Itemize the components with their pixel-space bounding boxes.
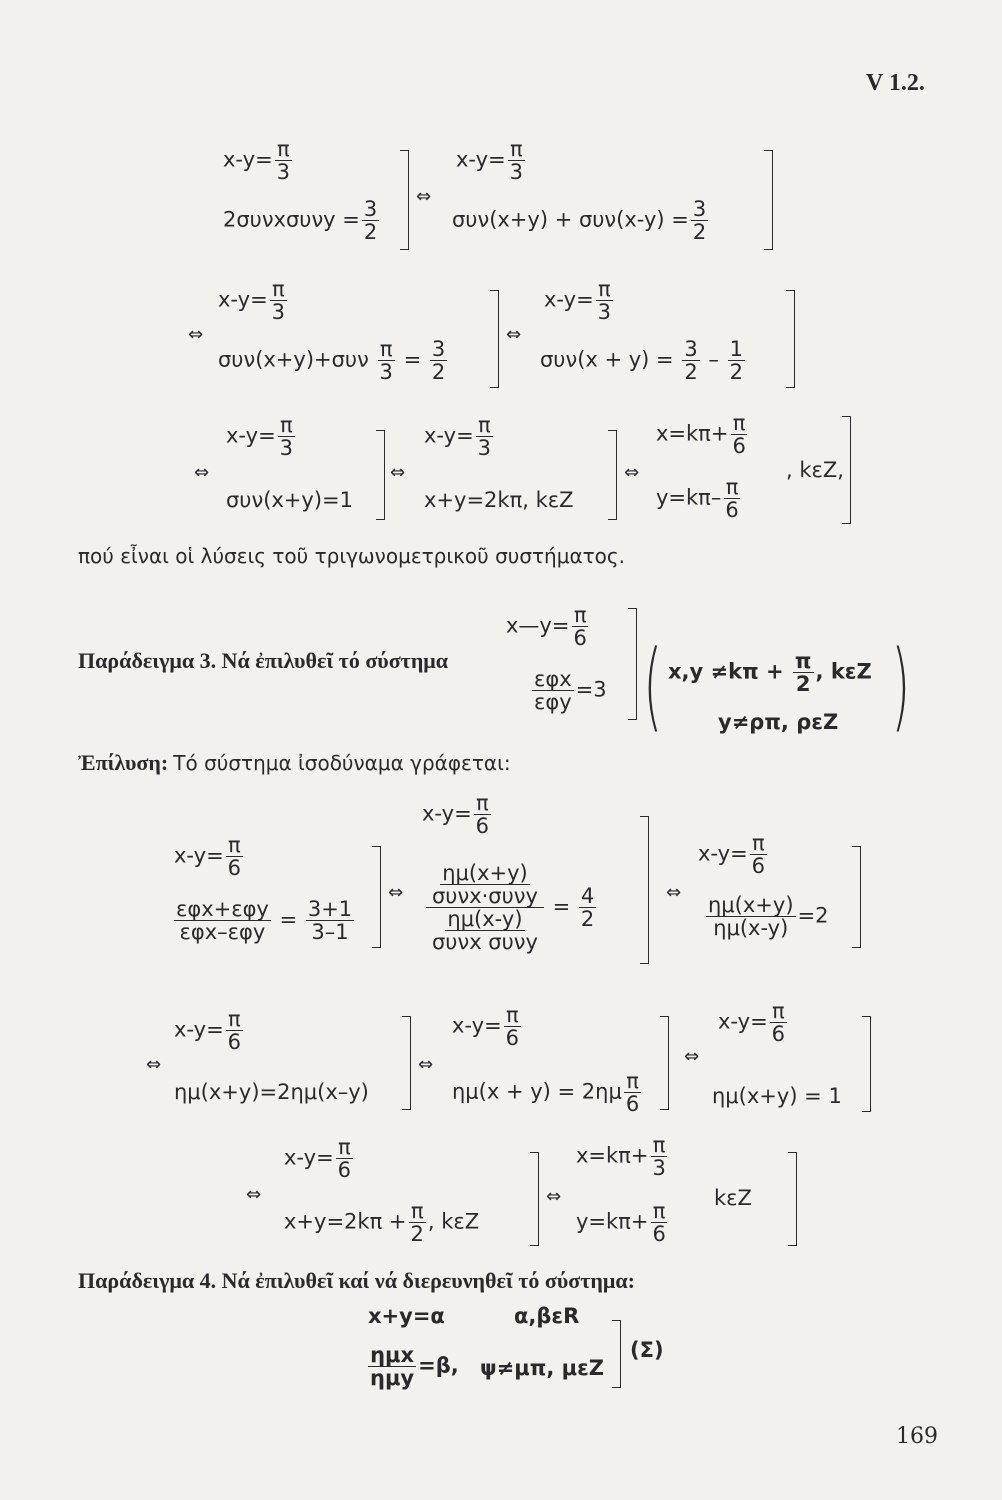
equivalence-arrow: ⇔ [388,882,404,903]
condition: y≠ρπ, ρεZ [718,710,839,734]
equivalence-arrow: ⇔ [194,462,210,483]
equation: x-y= $\frac{\pi}{6}$ [174,833,242,881]
solution-heading: Ἐπίλυση: Τό σύστημα ἰσοδύναμα γράφεται: [78,750,511,775]
equivalence-arrow: ⇔ [416,186,432,207]
equation: ημ(x+y) = 1 [712,1084,842,1108]
equation: y=kπ+ $\frac{\pi}{6}$ [576,1199,666,1247]
right-brace [608,430,617,520]
equivalence-arrow: ⇔ [546,1186,562,1207]
equation: x-y= $\frac{\pi}{3}$ [218,277,286,325]
equation: $\frac{\frac{\eta\mu(x+y)}{\text{συνx·συνy}}}{\frac{\eta\mu(x-y)}{\text{συνx συνy}}}$ = $\frac{4}{2}$ [424,862,598,953]
equation: ημ(x + y) = 2ημ $\frac{\pi}{6}$ [452,1069,640,1117]
equation: x—y= $\frac{\pi}{6}$ [506,603,587,651]
kz-label: , kεZ, [786,458,844,482]
equation: συν(x + y) = $\frac{3}{2}$ – $\frac{1}{2}$ [540,337,743,385]
equation: y=kπ– $\frac{\pi}{6}$ [656,475,739,523]
equivalence-arrow: ⇔ [246,1184,262,1205]
equation: x=kπ+ $\frac{\pi}{3}$ [576,1133,666,1181]
system-label: (Σ) [630,1338,664,1362]
equation: x+y=2kπ, kεZ [424,488,574,512]
equation: $\frac{\text{ημx}}{\text{ημy}}$ =β, [370,1343,459,1391]
right-brace [402,1016,411,1110]
equation: x-y= $\frac{\pi}{3}$ [544,277,612,325]
right-brace [852,846,861,948]
right-brace [786,290,795,388]
equation: x+y=2kπ + $\frac{\pi}{2}$ , kεZ [284,1199,480,1247]
equation: x-y= $\frac{\pi}{6}$ [422,791,490,839]
right-brace [372,846,381,948]
right-brace [628,608,637,720]
equation: $\frac{\text{εφx+εφy}}{\text{εφx–εφy}}$ = $\frac{3+1}{3-1}$ [176,897,353,945]
equation: συν(x+y)+συν $\frac{\pi}{3}$ = $\frac{3}{2}$ [218,337,446,385]
equivalence-arrow: ⇔ [684,1046,700,1067]
right-brace [862,1016,871,1112]
equation: $\frac{\text{εφx}}{\text{εφy}}$ =3 [534,667,607,715]
section-number: V 1.2. [866,70,925,96]
right-brace [788,1152,797,1246]
equation: x-y= $\frac{\pi}{6}$ [698,831,766,879]
right-brace [490,290,499,388]
kz-label: kεZ [714,1186,752,1210]
equation: x=kπ+ $\frac{\pi}{6}$ [656,411,746,459]
equivalence-arrow: ⇔ [624,462,640,483]
left-paren: ( [643,630,663,742]
equation: ημ(x+y)=2ημ(x–y) [174,1080,369,1104]
equation: x-y= $\frac{\pi}{6}$ [174,1007,242,1055]
equation: x-y= $\frac{\pi}{6}$ [452,1003,520,1051]
equation: x-y= $\frac{\pi}{3}$ [223,137,291,185]
example-4-title: Παράδειγμα 4. Νά ἐπιλυθεῖ καί νά διερευνηθεῖ τό σύστημα: [78,1268,635,1293]
equivalence-arrow: ⇔ [666,882,682,903]
equivalence-arrow: ⇔ [390,462,406,483]
equivalence-arrow: ⇔ [188,324,204,345]
equivalence-arrow: ⇔ [146,1054,162,1075]
equation: 2συνxσυνy = $\frac{3}{2}$ [223,197,378,245]
equation: x+y=α [368,1304,445,1328]
right-paren: ) [891,630,911,742]
right-brace [376,430,385,520]
condition: x,y ≠kπ + $\frac{\pi}{2}$ , kεZ [668,649,872,697]
right-brace [612,1320,621,1388]
condition: α,βεR [514,1304,580,1328]
right-brace [660,1016,669,1110]
equation: x-y= $\frac{\pi}{3}$ [226,413,294,461]
right-brace [764,150,773,250]
conclusion-text: πού εἶναι οἱ λύσεις τοῦ τριγωνομετρικοῦ συστήματος. [78,544,626,568]
equation: συν(x+y)=1 [226,488,353,512]
equation: x-y= $\frac{\pi}{6}$ [718,999,786,1047]
right-brace [530,1152,539,1246]
condition: ψ≠μπ, μεZ [480,1356,604,1380]
right-brace [842,416,851,524]
equivalence-arrow: ⇔ [418,1054,434,1075]
right-brace [640,816,649,964]
example-3-title: Παράδειγμα 3. Νά ἐπιλυθεῖ τό σύστημα [78,648,449,673]
right-brace [400,150,409,250]
equation: συν(x+y) + συν(x-y) = $\frac{3}{2}$ [452,197,707,245]
equation: x-y= $\frac{\pi}{3}$ [424,413,492,461]
equation: x-y= $\frac{\pi}{6}$ [284,1135,352,1183]
equation: x-y= $\frac{\pi}{3}$ [456,137,524,185]
equivalence-arrow: ⇔ [506,324,522,345]
page-number: 169 [896,1424,938,1449]
equation: $\frac{\eta\mu(x+y)}{\eta\mu(x-y)}$ =2 [708,893,829,941]
